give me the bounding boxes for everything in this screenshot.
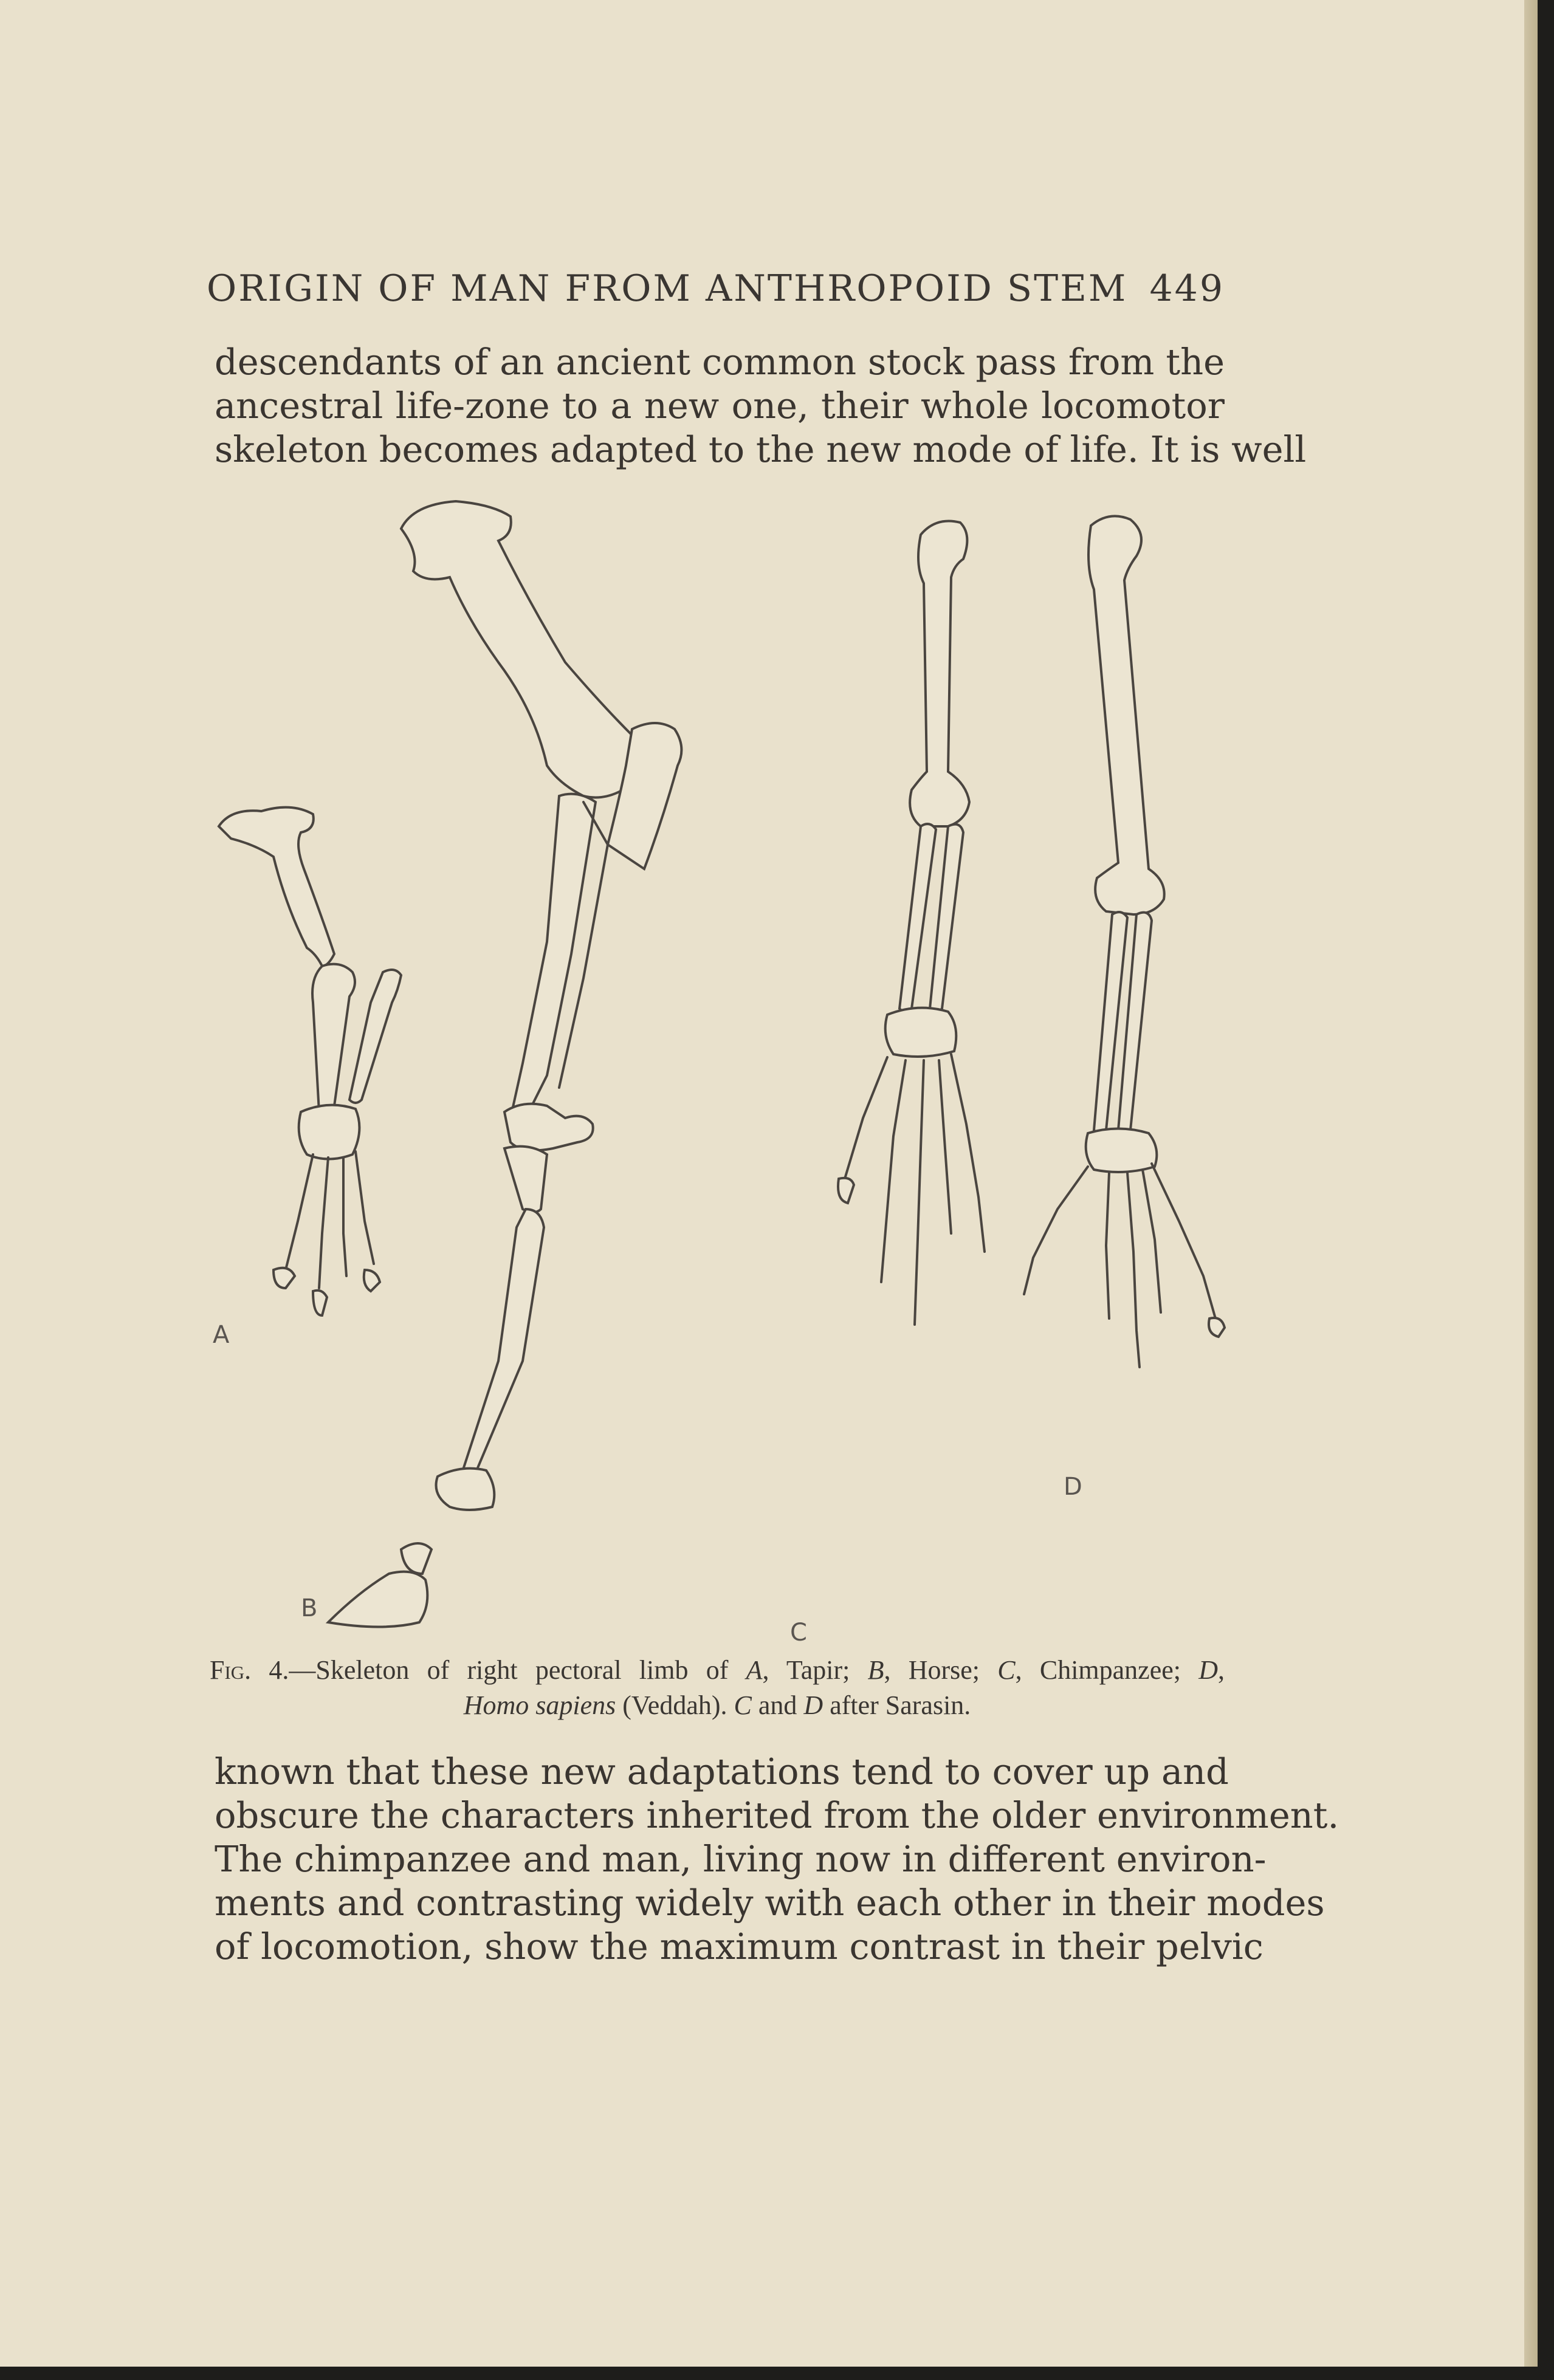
figure-label-a: A — [213, 1321, 230, 1349]
page-number: 449 — [1149, 267, 1225, 310]
text-line: of locomotion, show the maximum contrast in their pelvic — [215, 1926, 1263, 1967]
text-line: descendants of an ancient common stock pass from the — [215, 341, 1225, 383]
limb-skeleton-figure — [182, 480, 1264, 1671]
text-line: obscure the characters inherited from the older environment. — [215, 1794, 1339, 1836]
text-line: ancestral life-zone to a new one, their whole locomotor — [215, 385, 1225, 427]
running-header — [207, 267, 1225, 310]
text-line: known that these new adaptations tend to cover up and — [215, 1751, 1229, 1792]
caption-fig-label: Fig. 4. — [210, 1655, 289, 1685]
figure-caption: Fig. 4.—Skeleton of right pectoral limb of A, Tapir; B, Horse; C, Chimpanzee; D, Homo sapiens (Veddah). C and D after Sarasin. — [210, 1655, 1225, 1720]
page-edge — [1524, 0, 1538, 2367]
text-bottom — [215, 1750, 1339, 1969]
text-top — [215, 340, 1307, 472]
figure-label-b: B — [301, 1594, 318, 1622]
running-title: ORIGIN OF MAN FROM ANTHROPOID STEM — [207, 267, 1128, 310]
human-limb-drawing — [1024, 516, 1225, 1501]
text-line: The chimpanzee and man, living now in different environ- — [215, 1838, 1267, 1880]
chimpanzee-limb-drawing — [790, 521, 985, 1647]
figure-label-d: D — [1064, 1473, 1082, 1501]
text-line: ments and contrasting widely with each other in their modes — [215, 1882, 1325, 1924]
text-line: skeleton becomes adapted to the new mode of life. It is well — [215, 428, 1307, 470]
tapir-limb-drawing — [213, 808, 401, 1349]
figure-label-c: C — [790, 1619, 807, 1647]
